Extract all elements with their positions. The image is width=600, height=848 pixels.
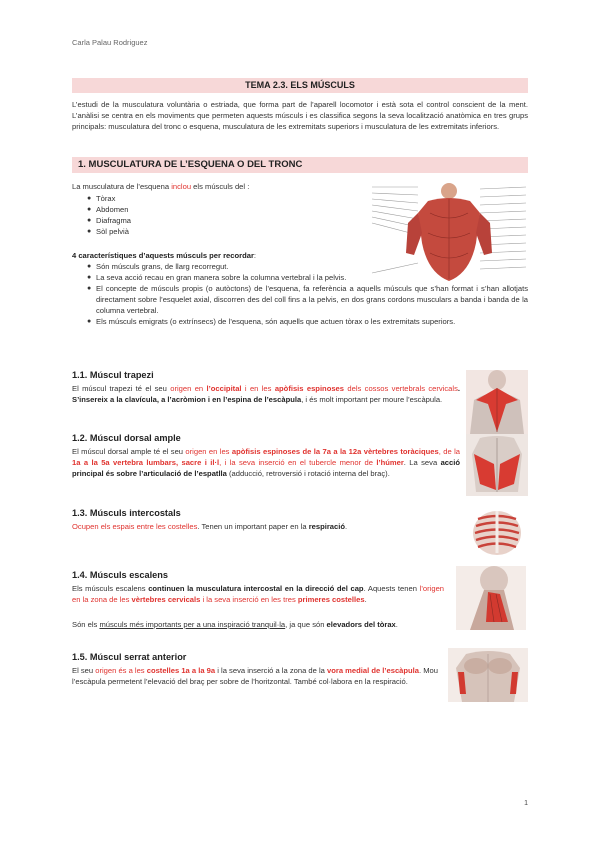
subsection-1-2-text: El múscul dorsal ample té el seu origen en les apòfisis espinoses de la 7a a la 12a vèrtebres toràciques, de la 1a a la 5a vertebra lumbars, sacre i il·l, i la seva inserció en el tubercle menor de l’húmer. La seva acció principal és sobre l’articulació de l’espatlla (adducció, retroversió i rotació interna del braç). [72,447,460,478]
latissimus-dorsi-illustration [466,434,528,496]
intro-paragraph: L’estudi de la musculatura voluntària o estriada, que forma part de l’aparell locomotor i està sota el control conscient de la ment. L’anàlisi se centra en els moviments que permeten aquests músculs i es classifica segons la seva localització anatòmica en tres grups principals: musculatura del tronc o esquena, musculatura de les extremitats superiors i musculatura de les extremitats inferiors. [72,100,528,131]
characteristics-list [72,261,528,327]
list-item: ● Els músculs emigrats (o extrínsecs) de l’esquena, són aquells que actuen tòrax o les extremitats superiors. [87,317,456,326]
muscle-group-list [72,193,362,237]
subsection-1-4-title: 1.4. Músculs escalens [72,570,169,580]
subsection-1-5-title: 1.5. Múscul serrat anterior [72,652,187,662]
list-item: ● Tòrax [87,194,116,203]
section-1-heading: 1. MUSCULATURA DE L’ESQUENA O DEL TRONC [72,157,528,173]
document-title: TEMA 2.3. ELS MÚSCULS [72,78,528,93]
subsection-1-2-title: 1.2. Múscul dorsal ample [72,433,181,443]
scalene-muscles-illustration [456,566,526,630]
page-number: 1 [524,800,528,807]
characteristics-heading: 4 característiques d’aquests músculs per recordar: [72,251,257,260]
subsection-1-3-text: Ocupen els espais entre les costelles. Tenen un important paper en la respiració. [72,522,348,531]
trapezius-illustration [466,370,528,434]
list-item: ● Sòl pelvià [87,227,129,236]
subsection-1-1-title: 1.1. Múscul trapezi [72,370,154,380]
list-item: ● Diafragma [87,216,132,225]
author-header: Carla Palau Rodriguez [72,38,148,47]
subsection-1-3-title: 1.3. Músculs intercostals [72,508,181,518]
list-item: ● Són músculs grans, de llarg recorregut. [87,262,229,271]
subsection-1-4-text: Els músculs escalens continuen la musculatura intercostal en la direcció del cap. Aquests tenen l’origen en la zona de les vèrtebres cervicals i la seva inserció en les tres primeres costelles. [72,584,445,604]
list-item: ● Abdomen [87,205,129,214]
subsection-1-5-text: El seu origen és a les costelles 1a a la 9a i la seva inserció a la zona de la vora medial de l’escàpula. Mou l’escàpula permetent l’elevació del braç per sobre de l’horitzontal. També col·labora en la respiració. [72,666,439,686]
subsection-1-1-text: El múscul trapezi té el seu origen en l’occipital i en les apòfisis espinoses dels cossos vertebrals cervicals. S’insereix a la clavícula, a l’acròmion i en l’espina de l’escàpula, i és molt important per moure l’escàpula. [72,384,461,404]
list-item: ● La seva acció recau en gran manera sobre la columna vertebral i la pelvis. [87,273,347,282]
serratus-anterior-illustration [448,648,528,702]
section-1-lead: La musculatura de l’esquena inclou els músculs del : [72,182,250,191]
intercostal-muscles-illustration [468,505,526,557]
subsection-1-4-text-2: Són els músculs més importants per a una inspiració tranquil·la, ja que són elevadors del tòrax. [72,620,398,629]
list-item: ● El concepte de músculs propis (o autòctons) de l’esquena, fa referència a aquells músculs que s’han format i s’han allotjats directament sobre l’esquelet axial, discorren des del coll fins a la pelvis, en dos grans cordons musculars a banda i banda de la columna vertebral. [87,284,528,315]
